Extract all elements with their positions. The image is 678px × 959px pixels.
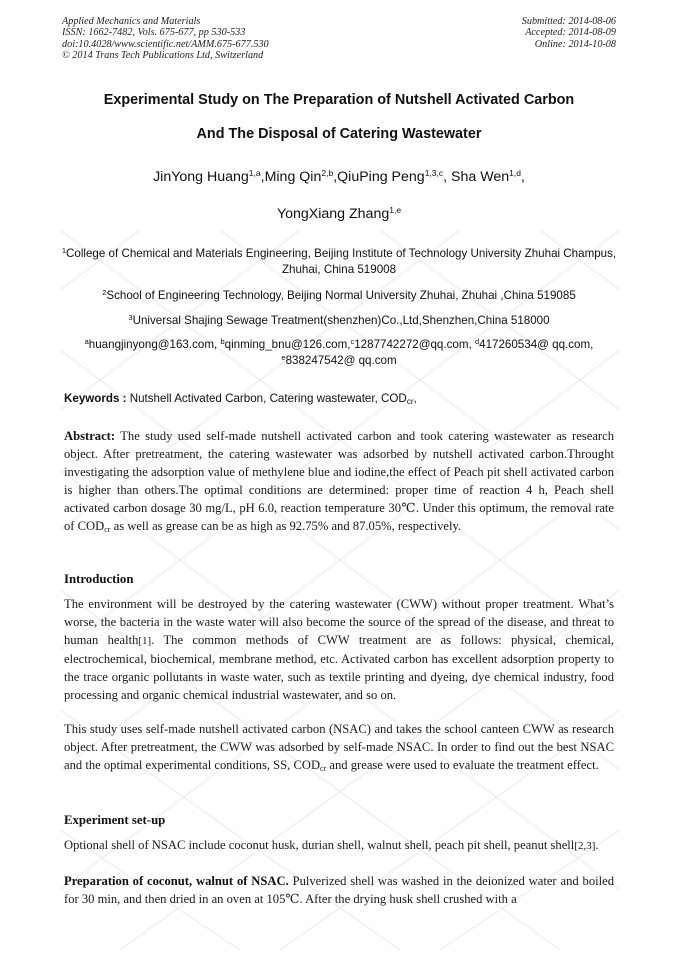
subsection-label: Preparation of coconut, walnut of NSAC.: [64, 874, 289, 888]
author-emails: $^a$huangjinyong@163.com, $^b$qinming_bnu@126.com,$^c$1287742272@qq.com, $^d$417260534@ qq.com, $^e$838247542@ qq.com: [84, 337, 594, 367]
journal-copyright: © 2014 Trans Tech Publications Ltd, Switzerland: [62, 49, 264, 61]
affiliation-3: $^3$Universal Shajing Sewage Treatment(shenzhen)Co.,Ltd,Shenzhen,China 518000: [128, 313, 550, 327]
author-affiliation-mark: 2,b: [321, 168, 334, 178]
email-link[interactable]: huangjinyong@163.com,: [88, 338, 221, 351]
experiment-paragraph-2: Preparation of coconut, walnut of NSAC. Pulverized shell was washed in the deionized water and boiled for 30 min, and then dried in an oven at 105℃. After the drying husk shell crushed with a: [64, 874, 614, 906]
section-heading-experiment: Experiment set-up: [64, 813, 166, 827]
citation-link[interactable]: [2,3]: [574, 840, 596, 852]
abstract-label: Abstract:: [64, 429, 116, 443]
author-list-line-2: [40, 206, 638, 222]
author-name: YongXiang Zhang: [276, 206, 390, 222]
email-link[interactable]: 417260534@ qq.com,: [479, 338, 594, 351]
submitted-date: Submitted: 2014-08-06: [521, 16, 616, 27]
journal-doi: doi:10.4028/www.scientific.net/AMM.675-677.530: [62, 38, 269, 50]
affiliation-2: $^2$School of Engineering Technology, Beijing Normal University Zhuhai, Zhuhai ,China 519085: [102, 288, 576, 302]
author-affiliation-mark: 1,3,c: [424, 168, 444, 178]
introduction-paragraph-2: This study uses self-made nutshell activated carbon (NSAC) and takes the school canteen CWW as research object. After pretreatment, the CWW was adsorbed by self-made NSAC. In order to find out the best NSAC and the optimal experimental conditions, SS, $COD_{cr}$ and grease were used to evaluate the treatment effect.: [64, 722, 614, 773]
email-link[interactable]: qinming_bnu@126.com,: [224, 338, 351, 351]
paper-title-line-1: Experimental Study on The Preparation of Nutshell Activated Carbon: [103, 92, 575, 108]
affiliation-1: $^1$College of Chemical and Materials Engineering, Beijing Institute of Technology University Zhuhai Champus, Zhuhai, China 519008: [61, 246, 617, 276]
citation-link[interactable]: [1]: [138, 634, 152, 647]
keywords-label: Keywords :: [64, 392, 127, 405]
author-list: JinYong Huang$^{1,a}$,Ming Qin$^{2,b}$,QiuPing Peng$^{1,3,c}$, Sha Wen$^{1,d}$,: [153, 168, 525, 185]
submission-dates: [522, 16, 616, 50]
email-link[interactable]: 1287742272@qq.com,: [354, 338, 475, 351]
author-name: JinYong Huang: [153, 169, 249, 185]
author-affiliation-mark: 1,d: [509, 168, 521, 178]
introduction-paragraph-1: The environment will be destroyed by the catering wastewater (CWW) without proper treatment. What’s worse, the bacteria in the waste water will also become the source of the spread of the disease, and threat to human health[1]. The common methods of CWW treatment are as follows: physical, chemical, electrochemical, biochemical, membrane method, etc. Activated carbon has excellent adsorption property to the trace organic pollutants in waste water, such as textile printing and dyeing, dye chemical industry, food processing and organic chemical industrial wastewater, and so on.: [64, 597, 614, 702]
journal-info: [62, 16, 269, 61]
author-affiliation-mark: 1,e: [389, 205, 402, 215]
keywords: Keywords : Nutshell Activated Carbon, Catering wastewater, $COD_{cr}$,: [64, 392, 417, 406]
abstract-paragraph: Abstract: The study used self-made nutshell activated carbon and took catering wastewater as research object. After pretreatment, the catering wastewater was adsorbed by nutshell activated carbon.Throught investigating the adsorption value of methylene blue and iodine,the effect of Peach pit shell activated carbon is higher than others.The optimal conditions are determined: proper time of reaction 4 h, Peach shell activated carbon dosage 30 mg/L, pH 6.0, reaction temperature 30℃. Under this optimum, the removal rate of $COD_{cr}$ as well as grease can be as high as 92.75% and 87.05%, respectively.: [64, 429, 614, 534]
journal-issn: ISSN: 1662-7482, Vols. 675-677, pp 530-533: [62, 27, 246, 39]
accepted-date: Accepted: 2014-08-09: [525, 27, 616, 39]
journal-name: Applied Mechanics and Materials: [62, 16, 201, 27]
experiment-paragraph-1: Optional shell of NSAC include coconut husk, durian shell, walnut shell, peach pit shell, peanut shell[2,3].: [64, 838, 599, 852]
author-name: Sha Wen: [451, 169, 510, 185]
paper-title-line-2: And The Disposal of Catering Wastewater: [196, 126, 482, 142]
author-name: Ming Qin: [264, 169, 322, 185]
email-link[interactable]: 838247542@ qq.com: [285, 354, 397, 367]
author-affiliation-mark: 1,a: [248, 168, 261, 178]
online-date: Online: 2014-10-08: [534, 38, 616, 50]
author-name: QiuPing Peng: [337, 169, 425, 185]
section-heading-introduction: Introduction: [64, 572, 134, 586]
